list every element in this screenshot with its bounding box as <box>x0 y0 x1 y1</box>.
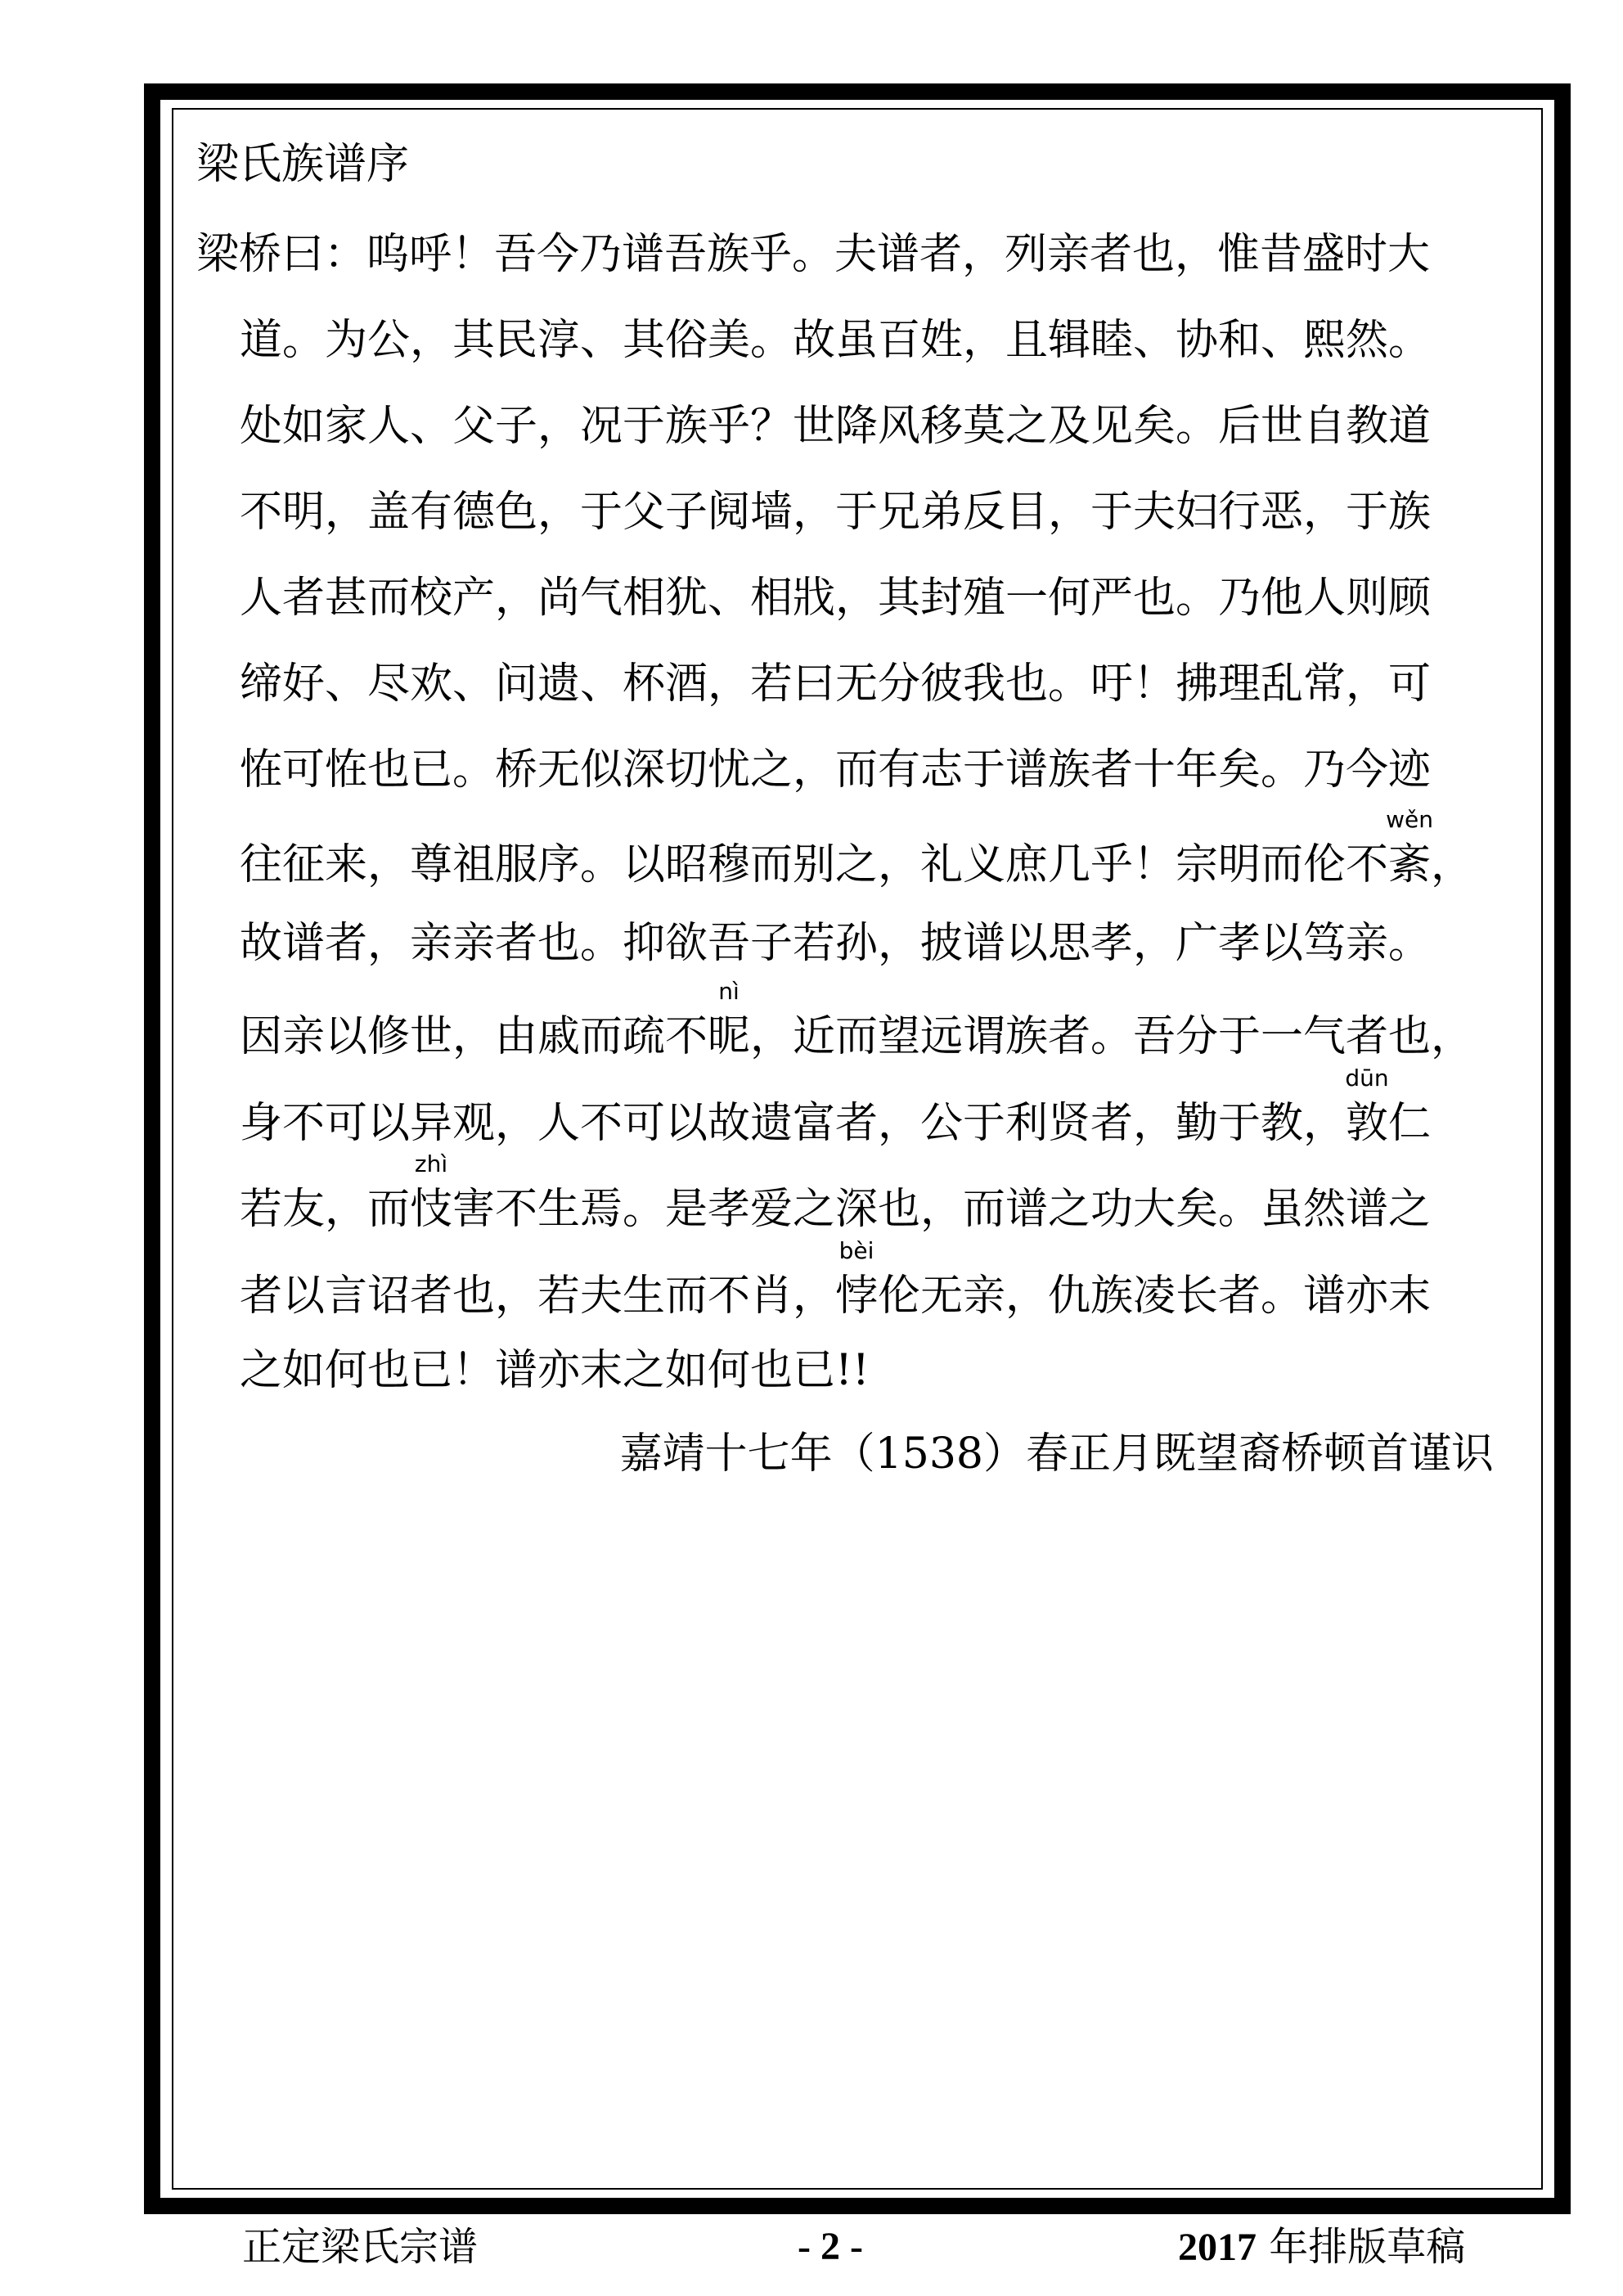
text-line-3: 处如家人、父子，况于族乎？世降风移莫之及见矣。后世自教道 <box>240 402 1432 451</box>
annotated-char: wěn 紊 <box>1386 806 1433 889</box>
document-title: 梁氏族谱序 <box>196 140 410 189</box>
text-line-6: 缔好、尽欢、问遗、杯酒，若曰无分彼我也。吁！拂理乱常，可 <box>240 660 1432 709</box>
text-line-11: 身不可以异观，人不可以故遗富者，公于利贤者，勤于教， dūn 敦仁 <box>240 1095 1431 1152</box>
text-line-2: 道。为公，其民淳、其俗美。故虽百姓，且辑睦、协和、熙然。 <box>240 316 1432 365</box>
footer-note <box>1178 2222 1465 2272</box>
annotated-char: zhì 忮 <box>410 1150 453 1234</box>
page-number: - 2 - <box>798 2225 863 2268</box>
pinyin-annotation: nì <box>718 978 740 1005</box>
text-line-5: 人者甚而校产，尚气相犹、相戕，其封殖一何严也。乃他人则顾 <box>240 574 1432 623</box>
footer-title: 正定梁氏宗谱 <box>242 2224 479 2270</box>
pinyin-annotation: bèi <box>838 1237 874 1264</box>
text-line-7: 恠可恠也已。桥无似深切忧之，而有志于谱族者十年矣。乃今迹 <box>240 745 1432 795</box>
annotated-char: dūn 敦 <box>1345 1065 1389 1148</box>
annotated-char: nì 昵 <box>708 978 751 1061</box>
text-line-9: 故谱者，亲亲者也。抑欲吾子若孙，披谱以思孝，广孝以笃亲。 <box>240 919 1432 968</box>
text-line-1: 梁桥曰：呜呼！吾今乃谱吾族乎。夫谱者，列亲者也，惟昔盛时大 <box>196 230 1431 279</box>
footer-note-text: 年排版草稿 <box>1257 2224 1466 2270</box>
text-line-10: 因亲以修世，由戚而疏不 nì 昵，近而望远谓族者。吾分于一气者也， <box>240 1008 1473 1065</box>
pinyin-annotation: dūn <box>1345 1065 1389 1092</box>
signature-line: 嘉靖十七年（1538）春正月既望裔桥顿首谨识 <box>619 1429 1494 1479</box>
text-line-13: 者以言诏者也，若夫生而不肖， bèi 悖伦无亲，仇族凌长者。谱亦末 <box>240 1267 1431 1325</box>
text-line-8: 往征来，尊祖服序。以昭穆而别之，礼义庶几乎！宗明而伦不 wěn 紊， <box>240 836 1473 894</box>
text-line-12: 若友，而 zhì 忮害不生焉。是孝爱之深也，而谱之功大矣。虽然谱之 <box>240 1181 1431 1238</box>
annotated-char: bèi 悖 <box>835 1237 879 1321</box>
footer-year: 2017 <box>1178 2226 1257 2269</box>
pinyin-annotation: wěn <box>1386 806 1433 833</box>
text-line-14: 之如何也已！谱亦末之如何也已!! <box>240 1346 870 1395</box>
text-line-4: 不明，盖有德色，于父子阋墙，于兄弟反目，于夫妇行恶，于族 <box>240 488 1432 537</box>
pinyin-annotation: zhì <box>414 1150 448 1177</box>
